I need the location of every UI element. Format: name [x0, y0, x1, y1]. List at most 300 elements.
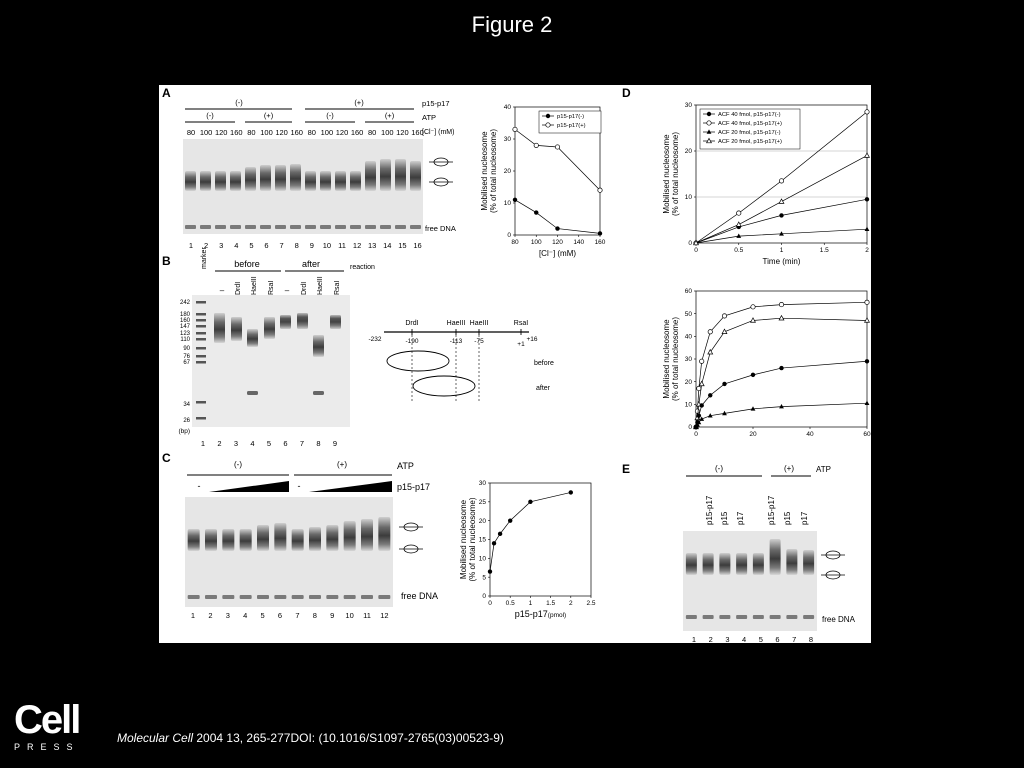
size-label: 147 [179, 324, 190, 330]
concentration-label: 120 [214, 128, 228, 137]
size-label: 67 [183, 360, 190, 366]
gel-band [240, 529, 252, 551]
data-point [865, 110, 869, 114]
lane-number: 4 [243, 611, 248, 620]
lane-number: 7 [279, 241, 284, 250]
free-dna-band [185, 225, 196, 229]
x-tick-label: 0 [488, 600, 492, 607]
position-label: -232 [368, 336, 382, 343]
concentration-label: 160 [411, 128, 424, 137]
x-tick-label: 20 [749, 431, 757, 438]
nucleosome-before [387, 351, 449, 371]
lane-number: 7 [792, 635, 797, 643]
lane-number: 4 [234, 241, 239, 250]
logo-sub: PRESS [14, 742, 80, 752]
nucleosome-icon-upper [429, 158, 453, 166]
free-dna-band [350, 225, 361, 229]
sample-band [313, 335, 324, 357]
plot-area [490, 483, 591, 596]
lane-number: 6 [775, 635, 780, 643]
data-point [546, 114, 550, 118]
gel-band [222, 529, 234, 551]
reaction-label: reaction [350, 264, 375, 271]
lane-number: 5 [758, 635, 763, 643]
nucleosome-icon-upper [821, 551, 845, 559]
lane-number: 2 [708, 635, 713, 643]
size-label: 160 [179, 318, 190, 324]
atp-group-label: (+) [337, 460, 347, 469]
p15-row-label: p15-p17 [422, 99, 450, 108]
free-dna-band [410, 225, 421, 229]
x-tick-label: 160 [594, 239, 606, 246]
lane-top-label: p15-p17 [705, 495, 714, 525]
gel-band [215, 171, 226, 191]
lane-number: 6 [264, 241, 269, 250]
lane-number: 4 [742, 635, 747, 643]
p15-row-label: p15-p17 [397, 482, 431, 492]
free-dna-band [275, 225, 286, 229]
map-after-label: after [536, 385, 551, 392]
concentration-label: 160 [230, 128, 243, 137]
lane-number: 9 [309, 241, 314, 250]
free-dna-band [309, 595, 321, 599]
gel-band [200, 171, 211, 191]
gel-band [770, 539, 781, 575]
lane-top-label: – [284, 286, 290, 295]
x-tick-label: 1 [528, 600, 533, 607]
gel-band [230, 171, 241, 191]
free-dna-label: free DNA [401, 591, 439, 601]
lane-top-label: HaeIII [251, 276, 258, 295]
lane-number: 1 [691, 635, 697, 643]
data-point [708, 393, 712, 397]
data-point [513, 198, 517, 202]
gel-band [326, 525, 338, 551]
y-axis-label: Mobilised nucleosome [662, 319, 671, 399]
size-label: 110 [180, 337, 190, 343]
y-tick-label: 30 [478, 480, 486, 488]
concentration-label: 80 [247, 128, 256, 137]
lane-number: 1 [200, 439, 206, 448]
x-axis-label: p15-p17(pmol) [514, 609, 567, 619]
data-point [722, 382, 726, 386]
sample-band [280, 315, 291, 329]
lane-number: 6 [283, 439, 288, 448]
free-dna-band [205, 595, 217, 599]
free-dna-band [719, 615, 730, 619]
gel-band [395, 159, 406, 191]
y-tick-label: 10 [503, 200, 511, 208]
data-point [707, 121, 711, 125]
free-dna-band [222, 595, 234, 599]
data-point [751, 373, 755, 377]
gel-band [305, 171, 316, 191]
before-label: before [234, 259, 260, 269]
nucleosome-icon-lower [429, 178, 453, 186]
sample-band [297, 313, 308, 329]
free-dna-band [188, 595, 200, 599]
x-tick-label: 0 [694, 431, 698, 438]
size-label: 76 [183, 354, 190, 360]
gel-band [257, 525, 269, 551]
gel-band [185, 171, 196, 191]
y-tick-label: 30 [503, 136, 511, 144]
free-dna-band [344, 595, 356, 599]
lane-number: 9 [330, 611, 335, 620]
free-dna-band [200, 225, 211, 229]
data-point [513, 127, 517, 131]
position-label: -113 [449, 338, 463, 345]
lane-top-label: RsaI [334, 280, 341, 295]
gel-b [192, 295, 350, 427]
size-label: 123 [179, 331, 190, 337]
lane-top-label: DrdI [301, 281, 308, 295]
x-tick-label: 140 [573, 239, 585, 246]
cl-row-label: [Cl⁻] (mM) [422, 129, 455, 136]
gel-band [703, 553, 714, 575]
panel-e-label: E [622, 462, 631, 476]
concentration-label: 120 [275, 128, 288, 137]
data-point [708, 330, 712, 334]
legend-entry: ACF 20 fmol, p15-p17(+) [718, 139, 782, 145]
atp-group-label: (+) [784, 464, 794, 473]
size-label: 26 [183, 418, 190, 424]
data-point [492, 541, 496, 545]
x-tick-label: 120 [552, 239, 563, 246]
y-tick-label: 0 [688, 424, 692, 432]
free-dna-band [365, 225, 376, 229]
ladder-band [196, 401, 206, 404]
y-tick-label: 30 [684, 102, 692, 110]
concentration-label: 160 [350, 128, 364, 137]
free-dna-band [380, 225, 391, 229]
lane-top-label: p15-p17 [767, 495, 776, 525]
panel-b-label: B [162, 254, 171, 268]
free-dna-band [736, 615, 747, 619]
data-point [697, 386, 701, 390]
ladder-band [196, 319, 206, 322]
y-tick-label: 20 [478, 517, 486, 525]
minus-label: - [297, 481, 301, 491]
sample-band [330, 315, 341, 329]
lane-number: 9 [332, 439, 338, 448]
lane-number: 8 [808, 635, 813, 643]
concentration-label: 80 [368, 128, 377, 137]
ladder-band [196, 347, 206, 350]
sample-band [231, 317, 242, 341]
atp-group-label: (-) [206, 111, 214, 120]
map-before-label: before [534, 360, 554, 367]
data-point [700, 359, 704, 363]
ladder-band [196, 313, 206, 316]
p15-group-label: (-) [235, 98, 243, 107]
lane-top-label: HaeIII [317, 276, 324, 295]
atp-group-label: (+) [384, 111, 395, 120]
sample-band [264, 317, 275, 339]
y-axis-label-2: (% of total nucleosome) [489, 128, 498, 214]
legend-entry: ACF 40 fmol, p15-p17(-) [718, 112, 781, 118]
lane-number: 14 [383, 241, 392, 250]
ladder-band [196, 332, 206, 335]
size-label: 90 [183, 346, 190, 352]
panel-d-label: D [622, 86, 631, 100]
gel-band [290, 164, 301, 191]
gel-e [683, 531, 817, 631]
atp-group-label: (-) [715, 464, 723, 473]
gel-band [245, 167, 256, 191]
x-tick-label: 2 [568, 600, 573, 607]
y-tick-label: 25 [478, 499, 486, 507]
x-tick-label: 1.5 [819, 247, 829, 254]
lane-number: 11 [363, 611, 371, 620]
y-axis-label: Mobilised nucleosome [459, 499, 468, 580]
lane-number: 2 [204, 241, 209, 250]
gel-band [335, 171, 346, 191]
citation [117, 731, 504, 745]
bp-label: (bp) [178, 428, 190, 435]
lane-top-label: DrdI [235, 281, 242, 295]
nucleosome-icon-lower [821, 571, 845, 579]
data-point [751, 305, 755, 309]
x-tick-label: 100 [530, 239, 542, 246]
data-point [697, 413, 701, 417]
ladder-band [196, 361, 206, 364]
lane-number: 11 [338, 241, 346, 250]
y-tick-label: 50 [684, 310, 692, 318]
y-tick-label: 0 [688, 240, 692, 248]
y-tick-label: 10 [684, 401, 692, 409]
free-dna-band [320, 225, 331, 229]
position-label: +16 [526, 336, 538, 343]
gel-band [350, 171, 361, 191]
y-axis-label-2: (% of total nucleosome) [671, 131, 680, 217]
data-point [722, 314, 726, 318]
free-dna-band [753, 615, 764, 619]
free-dna-band [230, 225, 241, 229]
free-dna-band [215, 225, 226, 229]
gel-band [736, 553, 747, 575]
figure-canvas [159, 85, 871, 643]
gel-band [309, 527, 321, 551]
x-tick-label: 2.5 [586, 600, 596, 607]
legend-entry: ACF 20 fmol, p15-p17(-) [718, 130, 781, 136]
y-axis-label-2: (% of total nucleosome) [468, 497, 477, 582]
lane-number: 12 [352, 241, 362, 250]
gel-band [378, 517, 390, 551]
gel-band [205, 529, 217, 551]
ladder-band [196, 417, 206, 420]
lane-number: 15 [398, 241, 407, 250]
lane-top-label: p15 [720, 511, 729, 525]
lane-number: 3 [233, 439, 239, 448]
y-tick-label: 15 [478, 536, 486, 544]
sample-band [247, 391, 258, 395]
data-point [555, 145, 559, 149]
gel-band [274, 523, 286, 551]
free-dna-band [378, 595, 390, 599]
y-tick-label: 20 [503, 168, 511, 176]
data-point [508, 518, 512, 522]
site-label: DrdI [405, 320, 419, 327]
position-label: -190 [405, 338, 419, 345]
data-point [779, 302, 783, 306]
lane-number: 12 [380, 611, 389, 620]
chartD2 [662, 288, 871, 438]
sample-band [313, 391, 324, 395]
concentration-label: 100 [320, 128, 334, 137]
data-point [737, 211, 741, 215]
lane-number: 8 [316, 439, 321, 448]
atp-group-label: (-) [234, 460, 242, 469]
free-dna-band [260, 225, 271, 229]
gel-band [275, 165, 286, 191]
gel-band [719, 553, 730, 575]
size-label: 242 [179, 300, 190, 306]
site-label: HaeIII [446, 320, 466, 327]
sample-band [214, 313, 225, 343]
gel-band [361, 519, 373, 551]
citation-rest: 2004 13, 265-277DOI: (10.1016/S1097-2765(03)00523-9) [193, 731, 504, 745]
atp-row-label: ATP [397, 461, 414, 471]
y-tick-label: 10 [478, 555, 486, 563]
legend-entry: p15-p17(+) [557, 123, 586, 129]
nucleosome-after [413, 376, 475, 396]
data-point [779, 213, 783, 217]
y-tick-label: 10 [684, 194, 692, 202]
x-tick-label: 0.5 [505, 600, 515, 607]
lane-number: 8 [294, 241, 299, 250]
data-point [865, 197, 869, 201]
x-tick-label: 1 [779, 247, 784, 254]
ladder-band [196, 355, 206, 358]
lane-number: 2 [208, 611, 213, 620]
y-tick-label: 0 [507, 232, 511, 240]
lane-number: 1 [188, 241, 194, 250]
site-label: RsaI [513, 320, 529, 327]
data-point [865, 359, 869, 363]
free-dna-band [326, 595, 338, 599]
data-point [865, 300, 869, 304]
nucleosome-icon-upper [399, 523, 423, 531]
lane-top-label: p15 [783, 511, 792, 525]
data-point [598, 188, 602, 192]
data-point [569, 490, 573, 494]
concentration-label: 80 [186, 128, 196, 137]
gel-band [786, 549, 797, 575]
free-dna-band [803, 615, 814, 619]
lane-number: 7 [299, 439, 305, 448]
lane-number: 8 [312, 611, 317, 620]
lane-number: 6 [277, 611, 283, 620]
gel-band [380, 159, 391, 191]
lane-number: 10 [322, 241, 332, 250]
gel-band [320, 171, 331, 191]
free-dna-band [305, 225, 316, 229]
ladder-band [196, 325, 206, 328]
free-dna-band [786, 615, 797, 619]
atp-group-label: (-) [326, 111, 334, 120]
concentration-label: 120 [335, 128, 349, 137]
lane-number: 1 [190, 611, 196, 620]
data-point [779, 366, 783, 370]
free-dna-band [274, 595, 286, 599]
p15-group-label: (+) [354, 98, 364, 107]
logo-word: Cell [14, 698, 80, 742]
free-dna-band [703, 615, 714, 619]
y-tick-label: 5 [482, 574, 486, 582]
lane-number: 3 [225, 611, 230, 620]
after-label: after [301, 259, 321, 269]
data-point [546, 123, 550, 127]
y-tick-label: 30 [684, 356, 692, 364]
position-label: -75 [474, 338, 484, 345]
chartD1 [662, 102, 869, 266]
cell-press-logo [14, 700, 86, 752]
legend-entry: ACF 40 fmol, p15-p17(+) [718, 121, 782, 127]
free-dna-band [290, 225, 301, 229]
y-tick-label: 60 [684, 288, 692, 296]
position-label: +1 [517, 341, 525, 348]
x-tick-label: 1.5 [546, 600, 556, 607]
x-tick-label: 2 [865, 247, 869, 254]
legend-entry: p15-p17(-) [557, 114, 585, 120]
free-dna-label: free DNA [822, 615, 855, 624]
lane-number: 5 [266, 439, 272, 448]
gel-band [292, 529, 304, 551]
x-tick-label: 40 [806, 431, 814, 438]
lane-number: 7 [295, 611, 300, 620]
lane-number: 13 [368, 241, 377, 250]
size-label: 34 [183, 402, 190, 408]
x-tick-label: 0 [694, 247, 698, 254]
data-point [707, 112, 711, 116]
gel-band [686, 553, 697, 575]
free-dna-band [335, 225, 346, 229]
data-point [534, 210, 538, 214]
gel-background [185, 497, 393, 607]
concentration-label: 160 [290, 128, 303, 137]
concentration-label: 100 [381, 128, 394, 137]
lane-top-label: RsaI [268, 280, 275, 295]
lane-number: 4 [250, 439, 255, 448]
journal-name: Molecular Cell [117, 731, 194, 745]
data-point [700, 403, 704, 407]
free-dna-band [395, 225, 406, 229]
ladder-band [196, 301, 206, 304]
size-label: 180 [179, 312, 190, 318]
lane-number: 16 [413, 241, 422, 250]
site-label: HaeIII [469, 320, 489, 327]
nucleosome-icon-lower [399, 545, 423, 553]
concentration-label: 80 [307, 128, 316, 137]
gel-band [803, 550, 814, 575]
gel-band [188, 529, 200, 551]
y-tick-label: 0 [482, 593, 486, 601]
x-axis-label: Time (min) [762, 257, 801, 266]
titration-wedge [209, 481, 289, 492]
atp-row-label: ATP [816, 465, 831, 474]
x-tick-label: 60 [863, 431, 871, 438]
lane-number: 3 [725, 635, 730, 643]
panel-c-label: C [162, 451, 171, 465]
data-point [528, 500, 532, 504]
free-dna-band [240, 595, 252, 599]
y-tick-label: 20 [684, 148, 692, 156]
lane-top-label: – [219, 286, 225, 295]
free-dna-band [245, 225, 256, 229]
gel-band [410, 161, 421, 191]
free-dna-band [361, 595, 373, 599]
